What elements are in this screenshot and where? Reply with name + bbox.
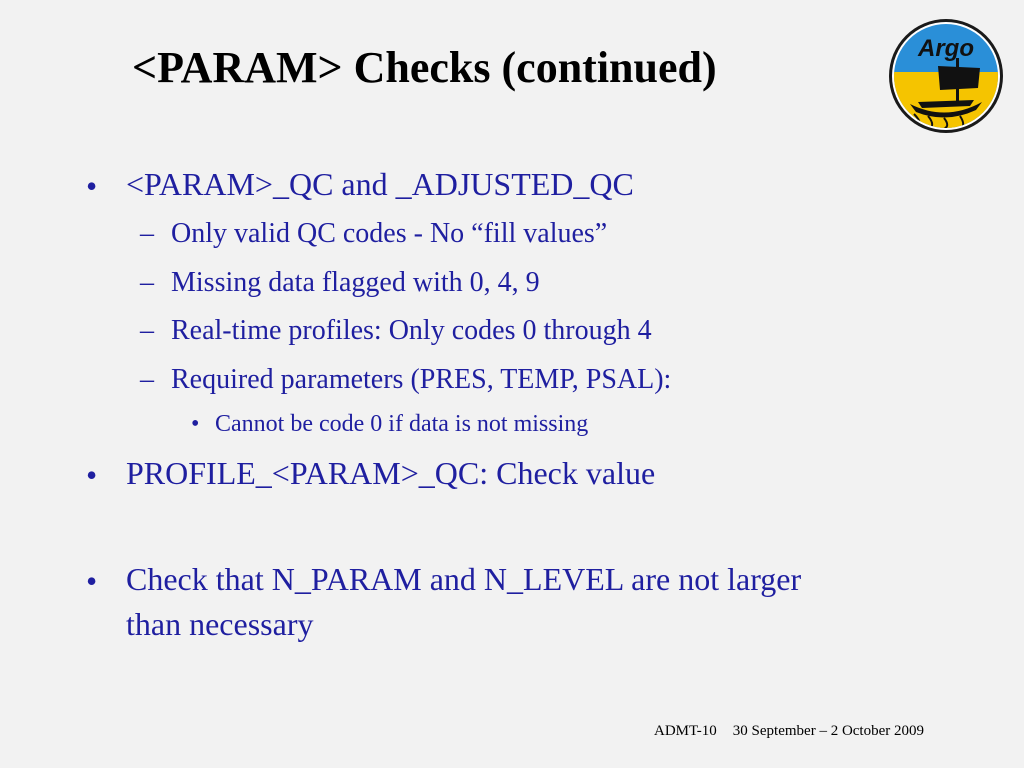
slide-title: <PARAM> Checks (continued): [132, 43, 717, 92]
bullet-check-sizes: Check that N_PARAM and N_LEVEL are not larger: [126, 561, 802, 597]
footer-event: ADMT-10: [654, 723, 717, 739]
bullet-marker: •: [86, 168, 98, 204]
bullet-param-qc: <PARAM>_QC and _ADJUSTED_QC: [126, 166, 634, 202]
footer-dates: 30 September – 2 October 2009: [732, 723, 925, 739]
sub-bullet-marker: –: [140, 267, 154, 298]
sub-bullet-marker: –: [140, 218, 154, 249]
bullet-marker: •: [86, 563, 98, 599]
bullet-check-sizes-cont: than necessary: [126, 606, 314, 642]
sub-sub-bullet-code-zero: Cannot be code 0 if data is not missing: [215, 411, 589, 437]
sub-bullet-valid-codes: Only valid QC codes - No “fill values”: [171, 218, 608, 249]
sub-bullet-real-time: Real-time profiles: Only codes 0 through 4: [171, 315, 652, 346]
logo-wordmark: Argo: [918, 35, 974, 62]
slide-footer: [654, 723, 924, 740]
bullet-marker: •: [86, 457, 98, 493]
sub-bullet-marker: –: [140, 315, 154, 346]
sub-bullet-missing-data: Missing data flagged with 0, 4, 9: [171, 267, 540, 298]
sub-bullet-required-params: Required parameters (PRES, TEMP, PSAL):: [171, 364, 672, 395]
sub-bullet-marker: –: [140, 364, 154, 395]
bullet-profile-qc: PROFILE_<PARAM>_QC: Check value: [126, 455, 656, 491]
sub-sub-bullet-marker: •: [191, 411, 200, 437]
